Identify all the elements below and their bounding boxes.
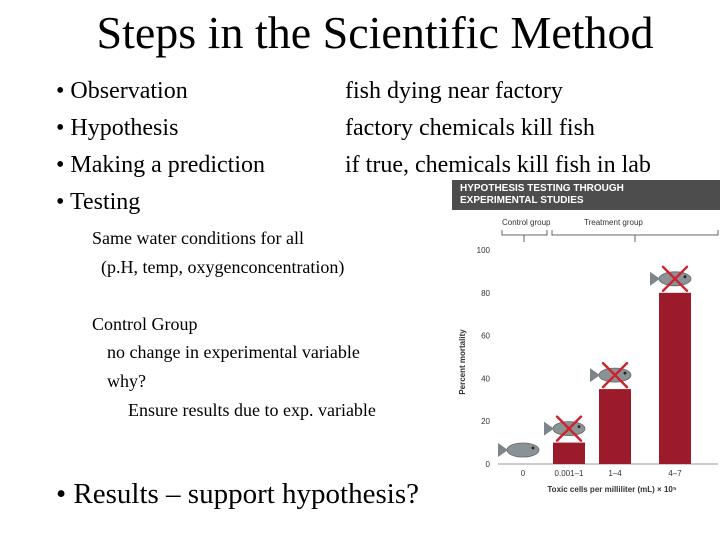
figure-header: [452, 180, 720, 210]
y-tick-label: 100: [476, 246, 490, 255]
y-tick-label: 20: [481, 417, 490, 427]
x-tick-label: 0: [520, 469, 526, 478]
bullet-testing: • Testing: [56, 189, 141, 215]
y-tick-label: 60: [481, 331, 490, 341]
mortality-chart: [452, 210, 720, 500]
y-tick-label: 40: [481, 374, 490, 384]
testing-note-no-change: no change in experimental variable: [107, 342, 360, 362]
experiment-figure: [452, 180, 720, 500]
testing-note-why: why?: [107, 371, 146, 391]
control-bracket: [502, 230, 547, 242]
dead-fish-icon: [590, 363, 631, 387]
slide-title: Steps in the Scientific Method: [96, 7, 654, 58]
dead-fish-icon: [650, 267, 691, 291]
treatment-group-label: Treatment group: [584, 218, 643, 227]
testing-note-conditions: Same water conditions for all: [92, 228, 304, 248]
dead-fish-icon: [544, 417, 585, 441]
fish-icon: [498, 443, 539, 457]
figure-header-line2: EXPERIMENTAL STUDIES: [460, 195, 584, 206]
testing-note-variables: (p.H, temp, oxygenconcentration): [101, 257, 345, 277]
testing-note-control: Control Group: [92, 314, 198, 334]
bullet-hypothesis: • Hypothesis: [56, 115, 179, 141]
control-group-label: Control group: [502, 218, 551, 227]
example-hypothesis: factory chemicals kill fish: [345, 115, 595, 141]
y-tick-label: 80: [481, 288, 490, 298]
x-tick-label: 0.001–1: [554, 469, 584, 478]
bullet-prediction: • Making a prediction: [56, 152, 266, 178]
bar-1: [553, 443, 585, 464]
results-bullet: • Results – support hypothesis?: [56, 478, 419, 510]
bar-2: [599, 389, 631, 464]
bar-3: [659, 293, 691, 464]
example-prediction: if true, chemicals kill fish in lab: [345, 152, 651, 178]
bullet-observation: • Observation: [56, 78, 188, 104]
x-axis-label: Toxic cells per milliliter (mL) × 10⁵: [547, 485, 677, 494]
y-tick-label: 0: [485, 460, 490, 469]
figure-header-line1: HYPOTHESIS TESTING THROUGH: [460, 183, 624, 194]
treatment-bracket: [552, 230, 718, 242]
example-observation: fish dying near factory: [345, 78, 563, 104]
x-tick-label: 4–7: [668, 469, 682, 478]
y-axis-label: Percent mortality: [458, 329, 467, 395]
testing-note-ensure: Ensure results due to exp. variable: [128, 400, 376, 420]
x-tick-label: 1–4: [608, 469, 622, 478]
